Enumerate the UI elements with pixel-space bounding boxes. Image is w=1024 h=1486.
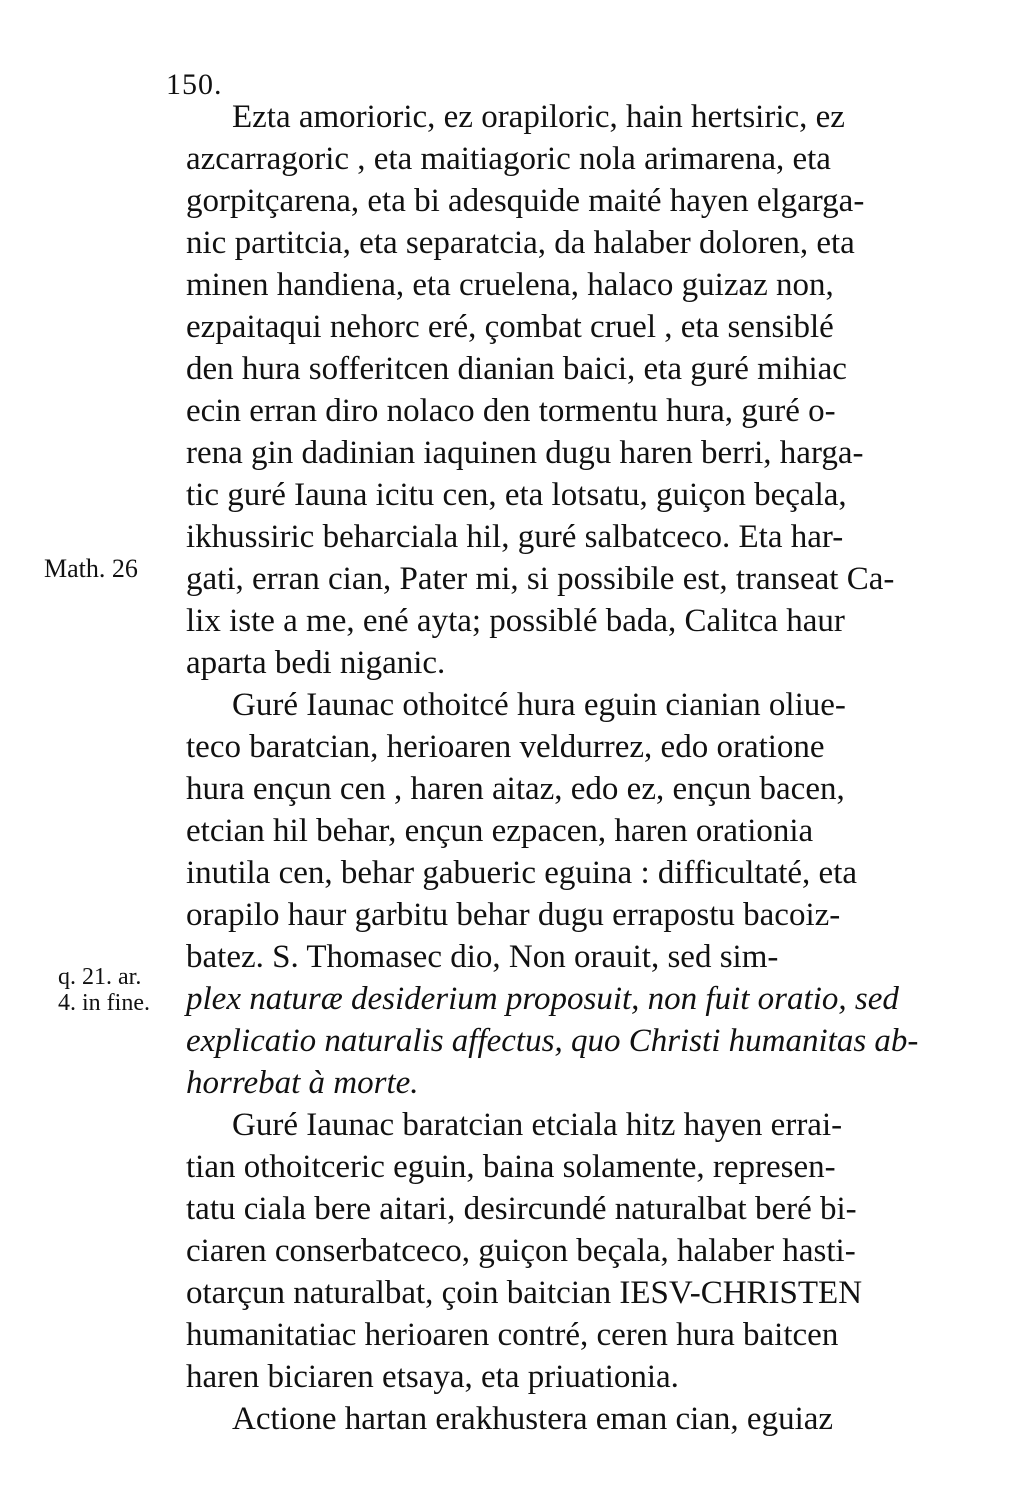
margin-note-math-26: Math. 26 bbox=[44, 554, 138, 583]
text-line: gorpitçarena, eta bi adesquide maité hayen elgarga- bbox=[186, 183, 865, 219]
text-line: tic guré Iauna icitu cen, eta lotsatu, guiçon beçala, bbox=[186, 477, 847, 513]
margin-note-quaestio-line1: q. 21. ar. bbox=[58, 964, 142, 990]
text-line: tecо baratcian, herioaren veldurrez, edo oratione bbox=[186, 729, 825, 765]
latin-quote-line: explicatio naturalis affectus, quo Christi humanitas ab- bbox=[186, 1023, 919, 1059]
text-line: Guré Iaunac baratcian etciala hitz hayen errai- bbox=[232, 1107, 843, 1143]
text-line: minen handiena, eta cruelena, halaco guizaz non, bbox=[186, 267, 834, 303]
text-line: Guré Iaunac othoitcé hura eguin cianian oliue- bbox=[232, 687, 846, 723]
text-line: azcarragoric , eta maitiagoric nola arimarena, eta bbox=[186, 141, 831, 177]
text-line: ciaren conserbatceco, guiçon beçala, halaber hasti- bbox=[186, 1233, 856, 1269]
text-line: tatu ciala bere aitari, desircundé naturalbat beré bi- bbox=[186, 1191, 857, 1227]
margin-note-quaestio-line2: 4. in fine. bbox=[58, 990, 150, 1016]
text-line: Actione hartan erakhustera eman cian, eguiaz bbox=[232, 1401, 834, 1437]
text-line: nic partitcia, eta separatcia, da halaber doloren, eta bbox=[186, 225, 855, 261]
text-line: den hura sofferitcen dianian baici, eta guré mihiac bbox=[186, 351, 847, 387]
text-line: ikhussiric beharciala hil, guré salbatceco. Eta har- bbox=[186, 519, 844, 555]
text-line: batez. S. Thomasec dio, Non orauit, sed sim- bbox=[186, 939, 779, 975]
text-line: Ezta amorioric, ez orapiloric, hain hertsiric, ez bbox=[232, 99, 845, 135]
text-line: gati, erran cian, Pater mi, si possibile est, transeat Ca- bbox=[186, 561, 895, 597]
text-line: lix iste a me, ené ayta; possiblé bada, Calitca haur bbox=[186, 603, 845, 639]
page-number: 150. bbox=[166, 68, 223, 101]
body-text bbox=[186, 96, 934, 1440]
text-line: ecin erran diro nolaco den tormentu hura, guré o- bbox=[186, 393, 836, 429]
text-line: orapilo haur garbitu behar dugu errapostu bacoiz- bbox=[186, 897, 841, 933]
text-line: haren biciaren etsaya, eta priuationia. bbox=[186, 1359, 679, 1395]
text-line: inutila cen, behar gabueric eguina : difficultaté, eta bbox=[186, 855, 858, 891]
text-line: tian othoitceric eguin, baina solamente, represen- bbox=[186, 1149, 836, 1185]
text-line: otarçun naturalbat, çoin baitcian IESV-CHRISTEN bbox=[186, 1275, 863, 1311]
text-line: etcian hil behar, ençun ezpacen, haren orationia bbox=[186, 813, 814, 849]
text-line: humanitatiac herioaren contré, ceren hura baitcen bbox=[186, 1317, 839, 1353]
latin-quote-line: horrebat à morte. bbox=[186, 1065, 419, 1101]
text-line: rena gin dadinian iaquinen dugu haren berri, harga- bbox=[186, 435, 864, 471]
text-line: ezpaitaqui nehorc eré, çombat cruel , eta sensiblé bbox=[186, 309, 834, 345]
text-line: aparta bedi niganic. bbox=[186, 645, 446, 681]
text-line: hura ençun cen , haren aitaz, edo ez, ençun bacen, bbox=[186, 771, 845, 807]
latin-quote-line: plex naturæ desiderium proposuit, non fuit oratio, sed bbox=[186, 981, 899, 1017]
